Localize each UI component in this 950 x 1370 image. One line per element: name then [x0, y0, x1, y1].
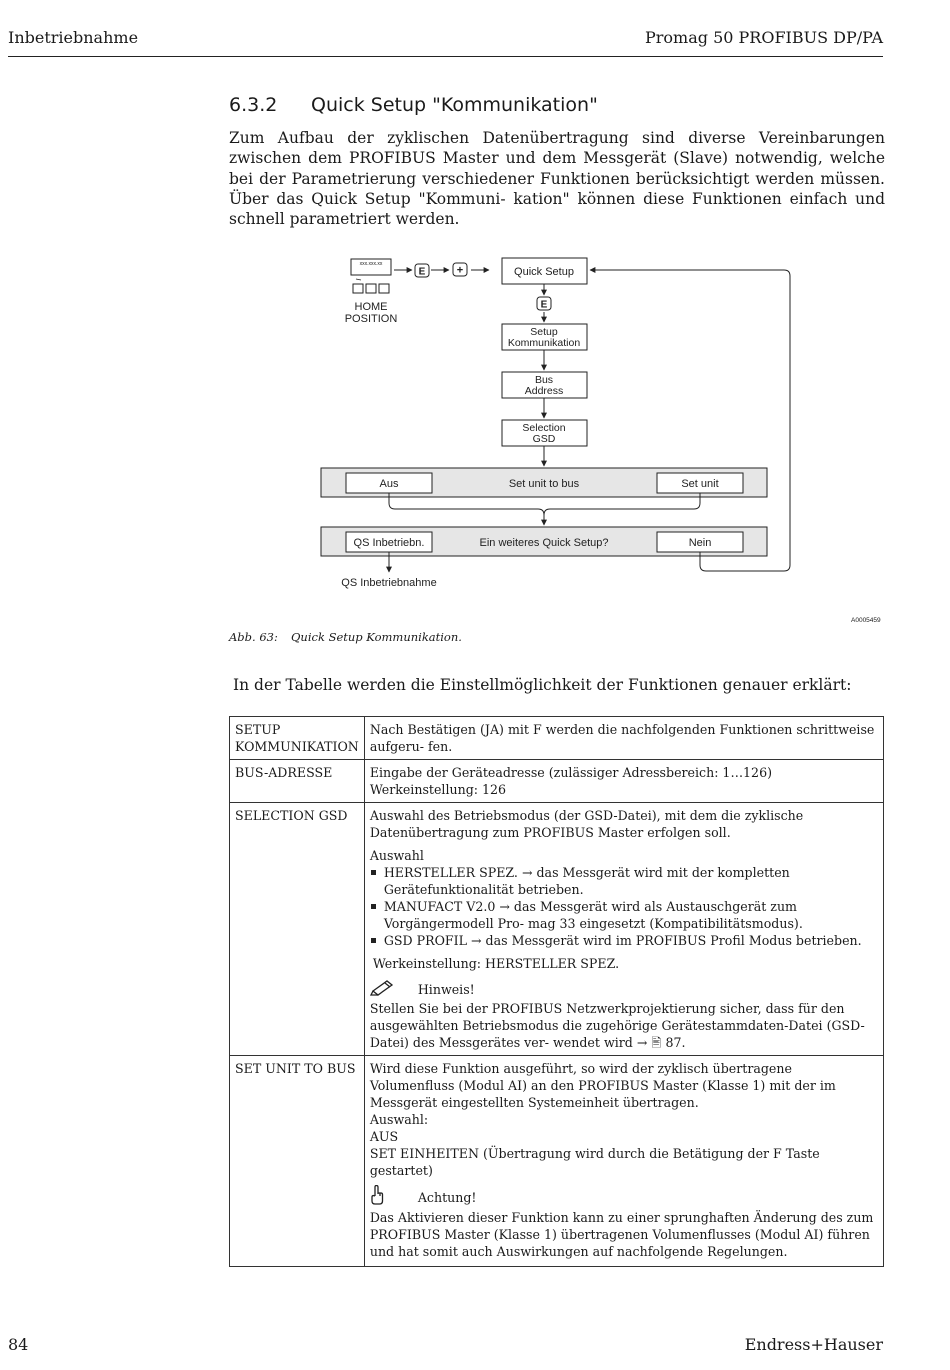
function-description [364, 760, 883, 803]
header-rule [8, 56, 883, 57]
section-number: 6.3.2 [229, 94, 278, 116]
set-unit-to-bus-label: Set unit to bus [508, 478, 580, 490]
list-item: MANUFACT V2.0 → das Messgerät wird als Austauschgerät zum Vorgängermodell Pro- mag 33 eingesetzt (Kompatibilitätsmodus). [384, 898, 878, 932]
note-title: Hinweis! [417, 981, 475, 997]
table-row [230, 717, 884, 760]
footer-brand: Endress+Hauser [744, 1335, 883, 1354]
caption-text: Quick Setup Kommunikation. [291, 630, 462, 644]
quick-setup-flow-diagram [320, 255, 800, 600]
function-description: Nach Bestätigen (JA) mit F werden die nachfolgenden Funktionen schrittweise aufgeru- fen. [364, 717, 883, 760]
gsd-default: Werkeinstellung: HERSTELLER SPEZ. [372, 956, 620, 971]
gsd-options-list [370, 864, 878, 949]
function-name: SET UNIT TO BUS [230, 1056, 365, 1267]
function-name: SETUP KOMMUNIKATION [230, 717, 365, 760]
function-name: SELECTION GSD [230, 803, 365, 1056]
key-e-label: E [418, 266, 426, 278]
selection-label-line1: Selection [522, 422, 566, 434]
intro-paragraph: Zum Aufbau der zyklischen Datenübertragung sind diverse Vereinbarungen zwischen dem PROFIBUS Master und dem Messgerät (Slave) notwendig, welche bei der Parametrierung verschiedener Funktionen berücksichtigt werden müssen. Über das Quick Setup "Kommuni- kation" können diese Funktionen einfach und schnell parametriert werden. [229, 129, 885, 229]
key-plus-label: + [456, 264, 464, 277]
caption-number: Abb. 63: [229, 630, 278, 644]
section-heading [229, 94, 598, 116]
quick-setup-label: Quick Setup [514, 266, 574, 278]
hand-stop-icon [370, 1185, 418, 1209]
unit-option-set: SET EINHEITEN (Übertragung wird durch die Betätigung der F Taste gestartet) [369, 1146, 820, 1178]
list-item: GSD PROFIL → das Messgerät wird im PROFIBUS Profil Modus betrieben. [384, 932, 878, 949]
warning-title: Achtung! [417, 1189, 477, 1205]
function-description [364, 803, 883, 1056]
option-set-unit-label: Set unit [681, 478, 719, 490]
table-row [230, 760, 884, 803]
display-value: xxx.xxx.xx [359, 261, 383, 267]
gsd-choice-label: Auswahl [369, 848, 424, 863]
unit-option-aus: AUS [369, 1129, 399, 1144]
setup-label-line2: Kommunikation [507, 337, 581, 349]
bus-label-line1: Bus [534, 374, 554, 386]
option-qs-label: QS Inbetriebn. [353, 537, 425, 549]
running-header-section: Inbetriebnahme [8, 28, 139, 47]
gsd-description: Auswahl des Betriebsmodus (der GSD-Datei), mit dem die zyklische Datenübertragung zum PROFIBUS Master erfolgen soll. [369, 808, 804, 840]
warning-heading [370, 1185, 878, 1209]
option-aus-label: Aus [379, 478, 399, 490]
key-e-confirm-label: E [540, 299, 548, 311]
running-header-product: Promag 50 PROFIBUS DP/PA [644, 28, 883, 47]
figure-caption [229, 630, 462, 644]
option-nein-label: Nein [688, 537, 712, 549]
device-key-1 [353, 284, 363, 293]
function-description [364, 1056, 883, 1267]
unit-choice-label: Auswahl: [369, 1112, 429, 1127]
position-label: POSITION [344, 313, 398, 325]
page-number: 84 [8, 1335, 29, 1354]
bus-range-text: Eingabe der Geräteadresse (zulässiger Adressbereich: 1…126) [369, 765, 772, 780]
device-key-2 [366, 284, 376, 293]
bus-default-text: Werkeinstellung: 126 [369, 782, 507, 797]
table-row [230, 1056, 884, 1267]
device-key-3 [379, 284, 389, 293]
figure-id: A0005459 [851, 617, 881, 624]
home-label: HOME [354, 301, 388, 313]
qs-target-label: QS Inbetriebnahme [341, 577, 437, 589]
pencil-note-icon [370, 978, 418, 1000]
note-text: Stellen Sie bei der PROFIBUS Netzwerkprojektierung sicher, dass für den ausgewählten Betriebsmodus die zugehörige Gerätestammdaten-Datei (GSD-Datei) des Messgerätes ver- wendet wird → 🖹 87. [369, 1001, 865, 1050]
warning-text: Das Aktivieren dieser Funktion kann zu einer sprunghaften Änderung des zum PROFIBUS Master (Klasse 1) übertragenen Volumenflusses (Modul AI) führen und hat somit auch Auswirkungen auf nachfolgende Regelungen. [369, 1210, 874, 1259]
section-title: Quick Setup "Kommunikation" [311, 94, 598, 116]
note-heading [370, 978, 878, 1000]
table-row [230, 803, 884, 1056]
bus-label-line2: Address [524, 385, 564, 397]
selection-label-line2: GSD [532, 433, 556, 445]
list-item: HERSTELLER SPEZ. → das Messgerät wird mit der kompletten Gerätefunktionalität betrieben. [384, 864, 878, 898]
function-table [229, 716, 884, 1267]
another-quick-setup-label: Ein weiteres Quick Setup? [479, 537, 609, 549]
table-intro: In der Tabelle werden die Einstellmöglichkeit der Funktionen genauer erklärt: [233, 676, 852, 694]
setup-label-line1: Setup [530, 326, 558, 338]
unit-description: Wird diese Funktion ausgeführt, so wird der zyklisch übertragene Volumenfluss (Modul AI) an den PROFIBUS Master (Klasse 1) mit der im Messgerät eingestellten Systemeinheit übertragen. [369, 1061, 836, 1110]
function-name: BUS-ADRESSE [230, 760, 365, 803]
